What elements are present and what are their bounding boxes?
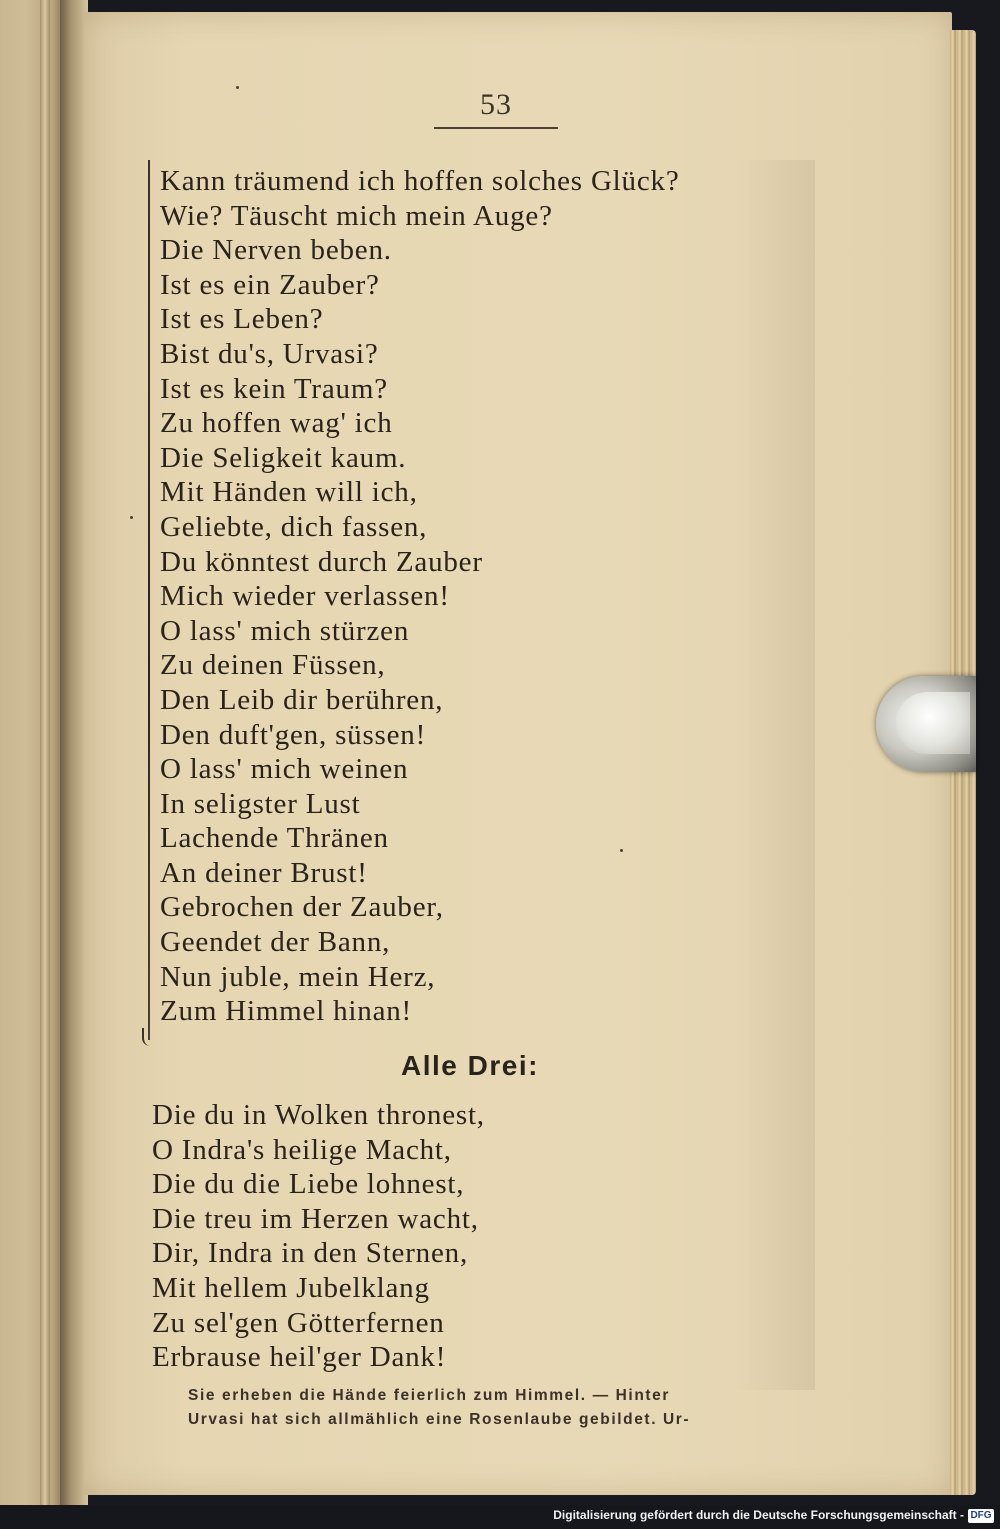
- verse-line: Lachende Thränen: [160, 822, 389, 855]
- verse-line: Die treu im Herzen wacht,: [152, 1202, 479, 1235]
- verse-line: Zu hoffen wag' ich: [160, 407, 393, 440]
- verse-line: Die du die Liebe lohnest,: [152, 1168, 465, 1201]
- verse-line: Wie? Täuscht mich mein Auge?: [160, 199, 553, 232]
- page-number: 53: [480, 88, 512, 121]
- verse-line: Dir, Indra in den Sternen,: [152, 1237, 468, 1270]
- dfg-logo-icon: DFG: [968, 1509, 994, 1523]
- verse-block-one: [160, 164, 679, 1029]
- verse-line: Ist es kein Traum?: [160, 372, 388, 405]
- verse-line: Zum Himmel hinan!: [160, 995, 413, 1028]
- previous-page-fold: [40, 0, 50, 1505]
- verse-line: Geendet der Bann,: [160, 926, 391, 959]
- verse-line: O Indra's heilige Macht,: [152, 1133, 452, 1166]
- print-speck: [620, 849, 623, 852]
- stage-direction-line: Sie erheben die Hände feierlich zum Himmel. — Hinter: [188, 1387, 670, 1404]
- previous-page-edge: [0, 0, 64, 1505]
- verse-line: Den duft'gen, süssen!: [160, 718, 427, 751]
- verse-line: An deiner Brust!: [160, 856, 368, 889]
- verse-line: Den Leib dir berühren,: [160, 683, 444, 716]
- stage-direction: [150, 1384, 790, 1432]
- verse-line: Du könntest durch Zauber: [160, 545, 483, 578]
- paper-clip-highlight: [896, 692, 970, 754]
- stage-direction-line: Urvasi hat sich allmählich eine Rosenlaube gebildet. Ur-: [188, 1411, 691, 1428]
- verse-line: Zu deinen Füssen,: [160, 649, 386, 682]
- verse-line: Nun juble, mein Herz,: [160, 960, 436, 993]
- header-rule: [434, 127, 558, 129]
- verse-line: Die du in Wolken thronest,: [152, 1099, 485, 1131]
- verse-line: Erbrause heil'ger Dank!: [152, 1341, 447, 1374]
- verse-line: Zu sel'gen Götterfernen: [152, 1306, 445, 1339]
- speaker-heading: Alle Drei:: [401, 1050, 539, 1081]
- verse-line: Gebrochen der Zauber,: [160, 891, 444, 924]
- verse-line: Kann träumend ich hoffen solches Glück?: [160, 165, 680, 197]
- print-speck: [236, 86, 239, 89]
- verse-block-two: [152, 1098, 485, 1375]
- verse-line: Geliebte, dich fassen,: [160, 510, 428, 543]
- verse-line: Ist es ein Zauber?: [160, 268, 380, 301]
- print-speck: [130, 516, 133, 519]
- funding-credit: Digitalisierung gefördert durch die Deutsche Forschungsgemeinschaft -: [553, 1508, 964, 1522]
- verse-line: Bist du's, Urvasi?: [160, 337, 379, 370]
- verse-line: Mit hellem Jubelklang: [152, 1271, 430, 1304]
- margin-bracket: [148, 160, 150, 1040]
- verse-line: O lass' mich stürzen: [160, 614, 410, 647]
- verse-line: Die Nerven beben.: [160, 234, 392, 267]
- verse-line: Mich wieder verlassen!: [160, 580, 450, 613]
- verse-line: Mit Händen will ich,: [160, 476, 418, 509]
- margin-bracket-end: [142, 1028, 152, 1046]
- verse-line: O lass' mich weinen: [160, 753, 409, 786]
- show-through-text: [735, 160, 815, 1390]
- verse-line: Ist es Leben?: [160, 303, 324, 336]
- verse-line: Die Seligkeit kaum.: [160, 441, 407, 474]
- verse-line: In seligster Lust: [160, 787, 361, 820]
